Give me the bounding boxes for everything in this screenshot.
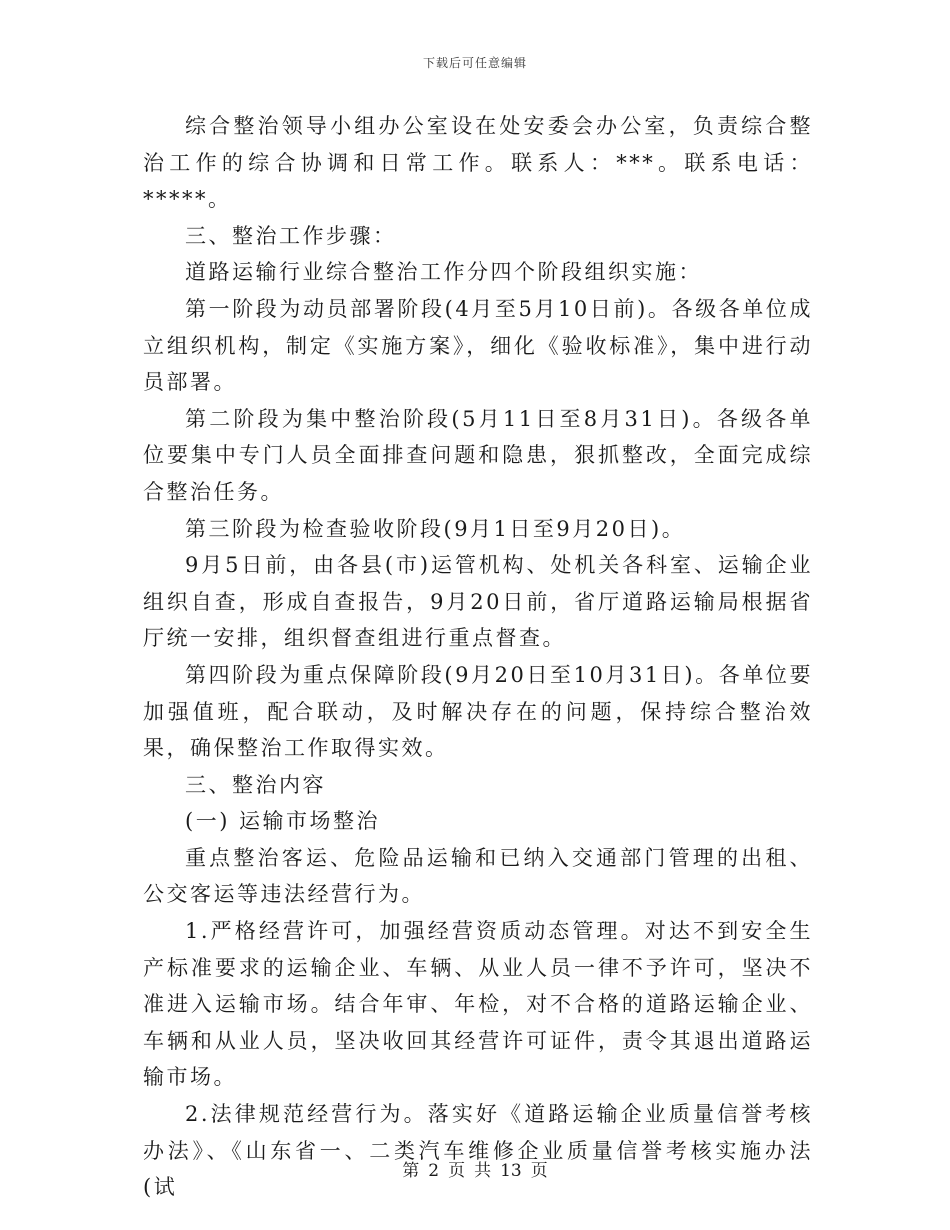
paragraph: 第二阶段为集中整治阶段(5月11日至8月31日)。各级各单位要集中专门人员全面排查问题和隐患，狠抓整改，全面完成综合整治任务。 — [143, 406, 813, 504]
paragraph: 2.法律规范经营行为。落实好《道路运输企业质量信誉考核办法》、《山东省一、二类汽车维修企业质量信誉考核实施办法(试 — [143, 1102, 813, 1200]
page-total-prefix: 共 — [474, 1161, 492, 1181]
paragraph: 重点整治客运、危险品运输和已纳入交通部门管理的出租、公交客运等违法经营行为。 — [143, 845, 813, 907]
paragraph: 道路运输行业综合整治工作分四个阶段组织实施： — [185, 260, 702, 285]
page-prefix: 第 — [402, 1161, 420, 1181]
paragraph: 9月5日前，由各县(市)运管机构、处机关各科室、运输企业组织自查，形成自查报告，9月20日前，省厅道路运输局根据省厅统一安排，组织督查组进行重点督查。 — [143, 553, 813, 651]
paragraph: 第四阶段为重点保障阶段(9月20日至10月31日)。各单位要加强值班，配合联动，及时解决存在的问题，保持综合整治效果，确保整治工作取得实效。 — [143, 662, 813, 761]
paragraph: 综合整治领导小组办公室设在处安委会办公室，负责综合整治工作的综合协调和日常工作。联系人：***。联系电话：*****。 — [143, 114, 813, 212]
download-edit-note: 下载后可任意编辑 — [422, 56, 527, 70]
section-heading: 三、整治内容 — [185, 772, 326, 797]
paragraph: 三、整治工作步骤： — [185, 223, 397, 248]
page-label: 页 — [448, 1161, 466, 1181]
page-number-footer — [0, 1156, 950, 1181]
paragraph: 1.严格经营许可，加强经营资质动态管理。对达不到安全生产标准要求的运输企业、车辆、从业人员一律不予许可，坚决不准进入运输市场。结合年审、年检，对不合格的道路运输企业、车辆和从业人员，坚决收回其经营许可证件，责令其退出道路运输市场。 — [143, 919, 813, 1090]
page-current: 2 — [428, 1161, 440, 1181]
page-suffix: 页 — [530, 1161, 548, 1181]
paragraph: 第一阶段为动员部署阶段(4月至5月10日前)。各级各单位成立组织机构，制定《实施方案》，细化《验收标准》，集中进行动员部署。 — [143, 296, 813, 395]
paragraph: 第三阶段为检查验收阶段(9月1日至9月20日)。 — [185, 516, 686, 541]
subsection-heading: (一) 运输市场整治 — [185, 809, 381, 834]
page-total: 13 — [500, 1161, 522, 1181]
document-body — [143, 108, 813, 1206]
